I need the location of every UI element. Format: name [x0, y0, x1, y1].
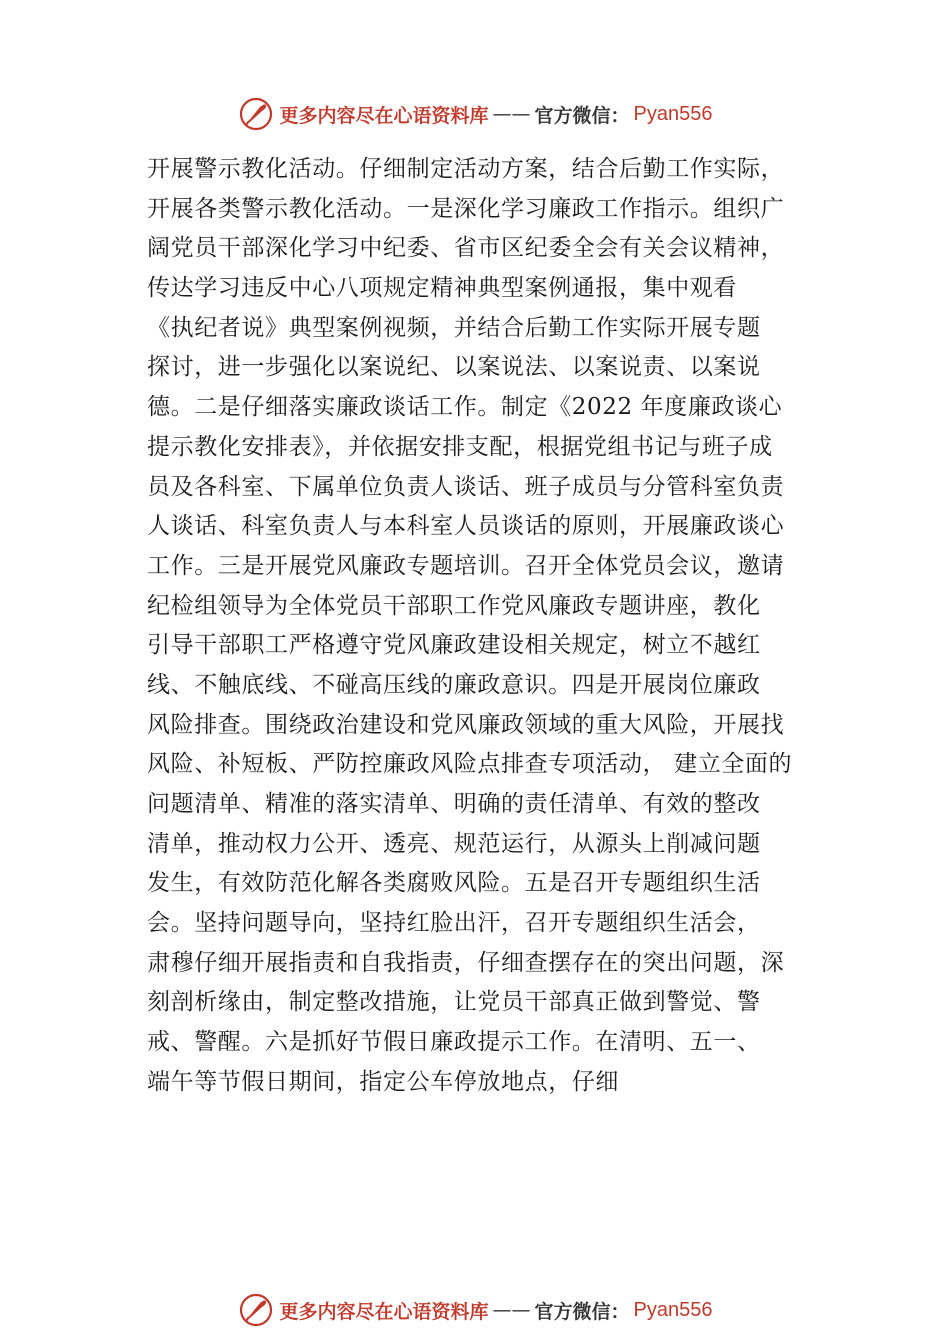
body-line: 传达学习违反中心八项规定精神典型案例通报，集中观看: [147, 275, 737, 302]
body-line: 端午等节假日期间，指定公车停放地点，仔细: [147, 1068, 619, 1095]
body-line: 人谈话、科室负责人与本科室人员谈话的原则，开展廉政谈心: [147, 513, 785, 540]
footer-brand-text: 更多内容尽在心语资料库: [279, 1300, 489, 1323]
body-line: 阔党员干部深化学习中纪委、省市区纪委全会有关会议精神，: [147, 235, 785, 262]
body-line: 清单，推动权力公开、透亮、规范运行，从源头上削减问题: [147, 830, 761, 857]
body-line: 刻剖析缘由，制定整改措施，让党员干部真正做到警觉、警: [147, 989, 761, 1016]
footer-separator: ——: [492, 1299, 531, 1321]
body-line: 探讨，进一步强化以案说纪、以案说法、以案说责、以案说: [147, 354, 761, 381]
body-line: 肃穆仔细开展指责和自我指责，仔细查摆存在的突出问题，深: [147, 949, 785, 976]
body-line: 风险排查。围绕政治建设和党风廉政领域的重大风险，开展找: [147, 711, 785, 738]
body-line: 问题清单、精准的落实清单、明确的责任清单、有效的整改: [147, 791, 761, 817]
footer-banner: [0, 1290, 950, 1330]
quill-pen-logo-icon: [238, 1292, 274, 1328]
header-banner: [0, 94, 950, 134]
body-line: 提示教化安排表》，并依据安排支配，根据党组书记与班子成: [147, 433, 773, 460]
body-line: 开展各类警示教化活动。一是深化学习廉政工作指示。组织广: [147, 195, 785, 222]
body-line: 发生，有效防范化解各类腐败风险。五是召开专题组织生活: [147, 870, 761, 897]
body-line: 纪检组领导为全体党员干部职工作党风廉政专题讲座，教化: [147, 592, 761, 619]
body-line: 开展警示教化活动。仔细制定活动方案，结合后勤工作实际，: [147, 156, 785, 182]
footer-wechat-id: Pyan556: [633, 1298, 713, 1321]
body-line: 戒、警醒。六是抓好节假日廉政提示工作。在清明、五一、: [147, 1029, 761, 1056]
body-line: 员及各科室、下属单位负责人谈话、班子成员与分管科室负责: [147, 473, 785, 500]
body-line: 工作。三是开展党风廉政专题培训。召开全体党员会议，邀请: [147, 552, 785, 579]
body-line: 《执纪者说》典型案例视频，并结合后勤工作实际开展专题: [147, 314, 761, 341]
header-wechat-label: 官方微信：: [534, 104, 630, 127]
document-body: [147, 150, 827, 1103]
quill-pen-logo-icon: [238, 96, 274, 132]
body-line: 会。坚持问题导向，坚持红脸出汗，召开专题组织生活会，: [147, 910, 761, 937]
body-line: 德。二是仔细落实廉政谈话工作。制定《2022 年度廉政谈心: [147, 394, 783, 421]
header-brand-text: 更多内容尽在心语资料库: [279, 104, 489, 127]
footer-wechat-label: 官方微信：: [534, 1300, 630, 1323]
body-line: 线、不触底线、不碰高压线的廉政意识。四是开展岗位廉政: [147, 671, 761, 698]
header-wechat-id: Pyan556: [633, 102, 713, 125]
body-line: 风险、补短板、严防控廉政风险点排查专项活动， 建立全面的: [147, 751, 793, 778]
body-line: 引导干部职工严格遵守党风廉政建设相关规定，树立不越红: [147, 632, 761, 659]
header-separator: ——: [492, 103, 531, 125]
